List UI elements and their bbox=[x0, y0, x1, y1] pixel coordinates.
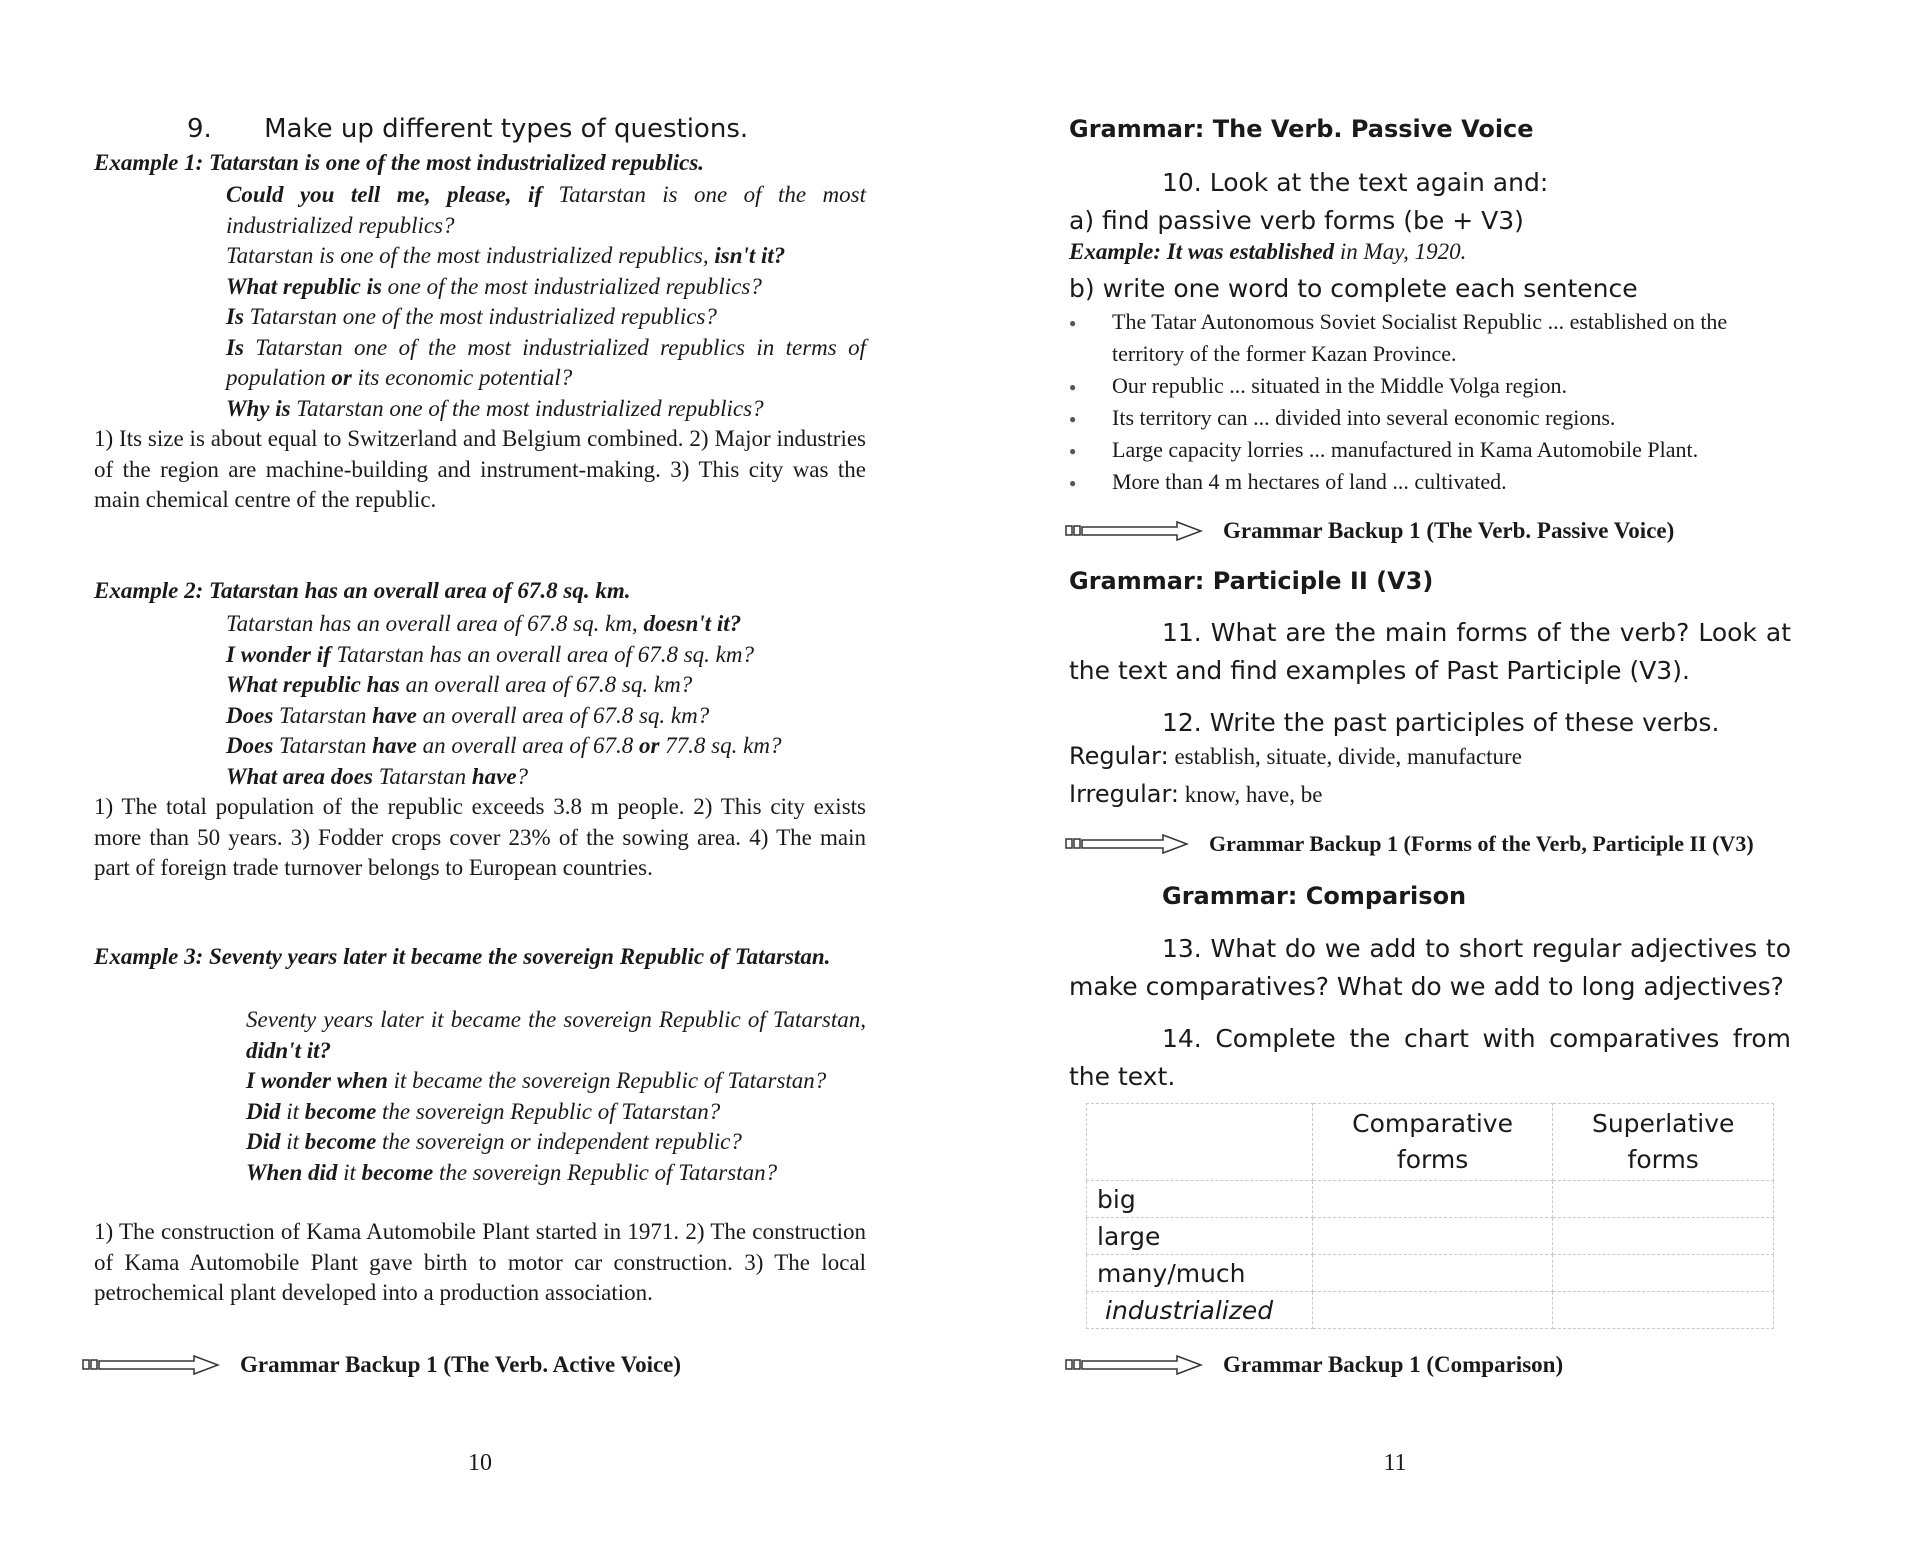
question: I wonder if Tatarstan has an overall area of 67.8 sq. km? bbox=[226, 641, 754, 667]
chart-row-label: big bbox=[1087, 1181, 1313, 1218]
chart-answer-cell[interactable] bbox=[1553, 1255, 1774, 1292]
grammar-backup-link-comparison[interactable] bbox=[1065, 1352, 1563, 1378]
exercise-10-part-b: b) write one word to complete each sentence bbox=[1069, 274, 1638, 303]
page-number: 10 bbox=[468, 1450, 492, 1476]
example-sentence: Tatarstan is one of the most industrialized republics. bbox=[209, 150, 705, 175]
irregular-verbs bbox=[1069, 780, 1322, 808]
question: What republic is one of the most industrialized republics? bbox=[226, 273, 762, 299]
completion-sentences bbox=[1062, 306, 1792, 498]
chart-answer-cell[interactable] bbox=[1312, 1218, 1553, 1255]
backup-label: Grammar Backup 1 (Comparison) bbox=[1223, 1352, 1564, 1377]
page-number: 11 bbox=[1383, 1450, 1407, 1476]
example-3-questions bbox=[246, 1005, 866, 1188]
list-item: ● Its territory can ... divided into several economic regions. bbox=[1062, 402, 1792, 434]
table-row bbox=[1087, 1218, 1774, 1255]
backup-label: Grammar Backup 1 (The Verb. Passive Voice) bbox=[1223, 518, 1675, 543]
example-1-heading bbox=[94, 150, 704, 176]
question: Did it become the sovereign Republic of Tatarstan? bbox=[246, 1098, 721, 1124]
chart-answer-cell[interactable] bbox=[1553, 1292, 1774, 1329]
exercise-9-title bbox=[187, 114, 748, 144]
example-3-heading bbox=[94, 942, 866, 972]
backup-label: Grammar Backup 1 (Forms of the Verb, Participle II (V3) bbox=[1209, 831, 1754, 856]
section-heading-passive-voice: Grammar: The Verb. Passive Voice bbox=[1069, 115, 1534, 143]
example-sentence: Tatarstan has an overall area of 67.8 sq. km. bbox=[209, 578, 631, 603]
arrow-icon bbox=[1065, 520, 1203, 542]
exercise-text: Make up different types of questions. bbox=[264, 114, 749, 144]
example-1-questions bbox=[226, 180, 866, 424]
exercise-14: 14. Complete the chart with comparatives from the text. bbox=[1069, 1024, 1791, 1091]
chart-answer-cell[interactable] bbox=[1312, 1292, 1553, 1329]
question: Tatarstan is one of the most industrialized republics, isn't it? bbox=[226, 243, 786, 268]
exercise-10-title: 10. Look at the text again and: bbox=[1162, 168, 1549, 197]
irregular-label: Irregular: bbox=[1069, 780, 1179, 808]
exercise-10-example: Example: It was established in May, 1920. bbox=[1069, 239, 1467, 264]
chart-row-label: large bbox=[1087, 1218, 1313, 1255]
chart-row-label: many/much bbox=[1087, 1255, 1313, 1292]
table-row bbox=[1087, 1181, 1774, 1218]
chart-answer-cell[interactable] bbox=[1553, 1218, 1774, 1255]
exercise-13: 13. What do we add to short regular adjectives to make comparatives? What do we add to long adjectives? bbox=[1069, 934, 1791, 1001]
example-2-questions bbox=[226, 609, 866, 792]
left-page bbox=[0, 0, 955, 1567]
example-3-tasks: 1) The construction of Kama Automobile Plant started in 1971. 2) The construction of Kama Automobile Plant gave birth to motor car construction. 3) The local petrochemical plant developed into a production association. bbox=[94, 1219, 866, 1305]
list-item: ● The Tatar Autonomous Soviet Socialist Republic ... established on the territory of the former Kazan Province. bbox=[1062, 306, 1792, 370]
example-label: Example 2: bbox=[94, 578, 204, 603]
backup-label: Grammar Backup 1 (The Verb. Active Voice) bbox=[240, 1352, 682, 1377]
question: Is Tatarstan one of the most industrialized republics? bbox=[226, 304, 717, 329]
chart-corner-cell bbox=[1087, 1104, 1313, 1181]
exercise-11: 11. What are the main forms of the verb? Look at the text and find examples of Past Participle (V3). bbox=[1069, 618, 1791, 685]
question: Tatarstan has an overall area of 67.8 sq. km, doesn't it? bbox=[226, 611, 742, 636]
chart-column-header: Comparative forms bbox=[1312, 1104, 1553, 1181]
question: When did it become the sovereign Republic of Tatarstan? bbox=[246, 1159, 778, 1185]
question: What republic has an overall area of 67.8 sq. km? bbox=[226, 672, 693, 697]
regular-label: Regular: bbox=[1069, 742, 1169, 770]
example-label: Example: bbox=[1069, 239, 1161, 264]
chart-answer-cell[interactable] bbox=[1312, 1255, 1553, 1292]
arrow-icon bbox=[1065, 1354, 1203, 1376]
arrow-icon bbox=[82, 1354, 220, 1376]
grammar-backup-link[interactable] bbox=[82, 1352, 681, 1378]
question: Does Tatarstan have an overall area of 67.8 or 77.8 sq. km? bbox=[226, 733, 782, 758]
grammar-backup-link-participle[interactable] bbox=[1065, 831, 1754, 857]
example-sentence: Seventy years later it became the sovereign Republic of Tatarstan. bbox=[209, 944, 831, 969]
grammar-backup-link-passive[interactable] bbox=[1065, 518, 1674, 544]
irregular-list: know, have, be bbox=[1178, 782, 1323, 807]
question: Could you tell me, please, if Tatarstan is one of the most industrialized republics? bbox=[226, 182, 866, 238]
exercise-12-title: 12. Write the past participles of these verbs. bbox=[1162, 708, 1720, 737]
question: Why is Tatarstan one of the most industrialized republics? bbox=[226, 395, 764, 421]
chart-answer-cell[interactable] bbox=[1553, 1181, 1774, 1218]
exercise-number: 9. bbox=[187, 114, 212, 144]
right-page bbox=[955, 0, 1911, 1567]
section-heading-comparison: Grammar: Comparison bbox=[1162, 882, 1467, 910]
regular-verbs bbox=[1069, 742, 1522, 770]
chart-row-label: industrialized bbox=[1087, 1292, 1313, 1329]
example-label: Example 1: bbox=[94, 150, 204, 175]
question: Does Tatarstan have an overall area of 67.8 sq. km? bbox=[226, 702, 710, 728]
question: Is Tatarstan one of the most industrialized republics in terms of population or its economic potential? bbox=[226, 334, 866, 390]
chart-answer-cell[interactable] bbox=[1312, 1181, 1553, 1218]
chart-header-row bbox=[1087, 1104, 1774, 1181]
section-heading-participle: Grammar: Participle II (V3) bbox=[1069, 567, 1434, 595]
question: What area does Tatarstan have? bbox=[226, 763, 529, 789]
example-2-tasks: 1) The total population of the republic exceeds 3.8 m people. 2) This city exists more than 50 years. 3) Fodder crops cover 23% of the sowing area. 4) The main part of foreign trade turnover belongs to European countries. bbox=[94, 794, 866, 880]
comparison-chart bbox=[1086, 1103, 1774, 1329]
question: Did it become the sovereign or independent republic? bbox=[246, 1129, 742, 1154]
arrow-icon bbox=[1065, 833, 1189, 855]
example-label: Example 3: bbox=[94, 944, 204, 969]
list-item: ● More than 4 m hectares of land ... cultivated. bbox=[1062, 466, 1792, 498]
exercise-10-part-a: a) find passive verb forms (be + V3) bbox=[1069, 206, 1524, 235]
question: I wonder when it became the sovereign Republic of Tatarstan? bbox=[246, 1068, 827, 1093]
example-2-heading bbox=[94, 578, 631, 604]
table-row bbox=[1087, 1292, 1774, 1329]
list-item: ● Large capacity lorries ... manufactured in Kama Automobile Plant. bbox=[1062, 434, 1792, 466]
list-item: ● Our republic ... situated in the Middle Volga region. bbox=[1062, 370, 1792, 402]
question: Seventy years later it became the sovereign Republic of Tatarstan, didn't it? bbox=[246, 1007, 866, 1063]
regular-list: establish, situate, divide, manufacture bbox=[1168, 744, 1522, 769]
chart-column-header: Superlative forms bbox=[1553, 1104, 1774, 1181]
example-1-tasks: 1) Its size is about equal to Switzerland and Belgium combined. 2) Major industries of the region are machine-building and instrument-making. 3) This city was the main chemical centre of the republic. bbox=[94, 426, 866, 512]
table-row bbox=[1087, 1255, 1774, 1292]
